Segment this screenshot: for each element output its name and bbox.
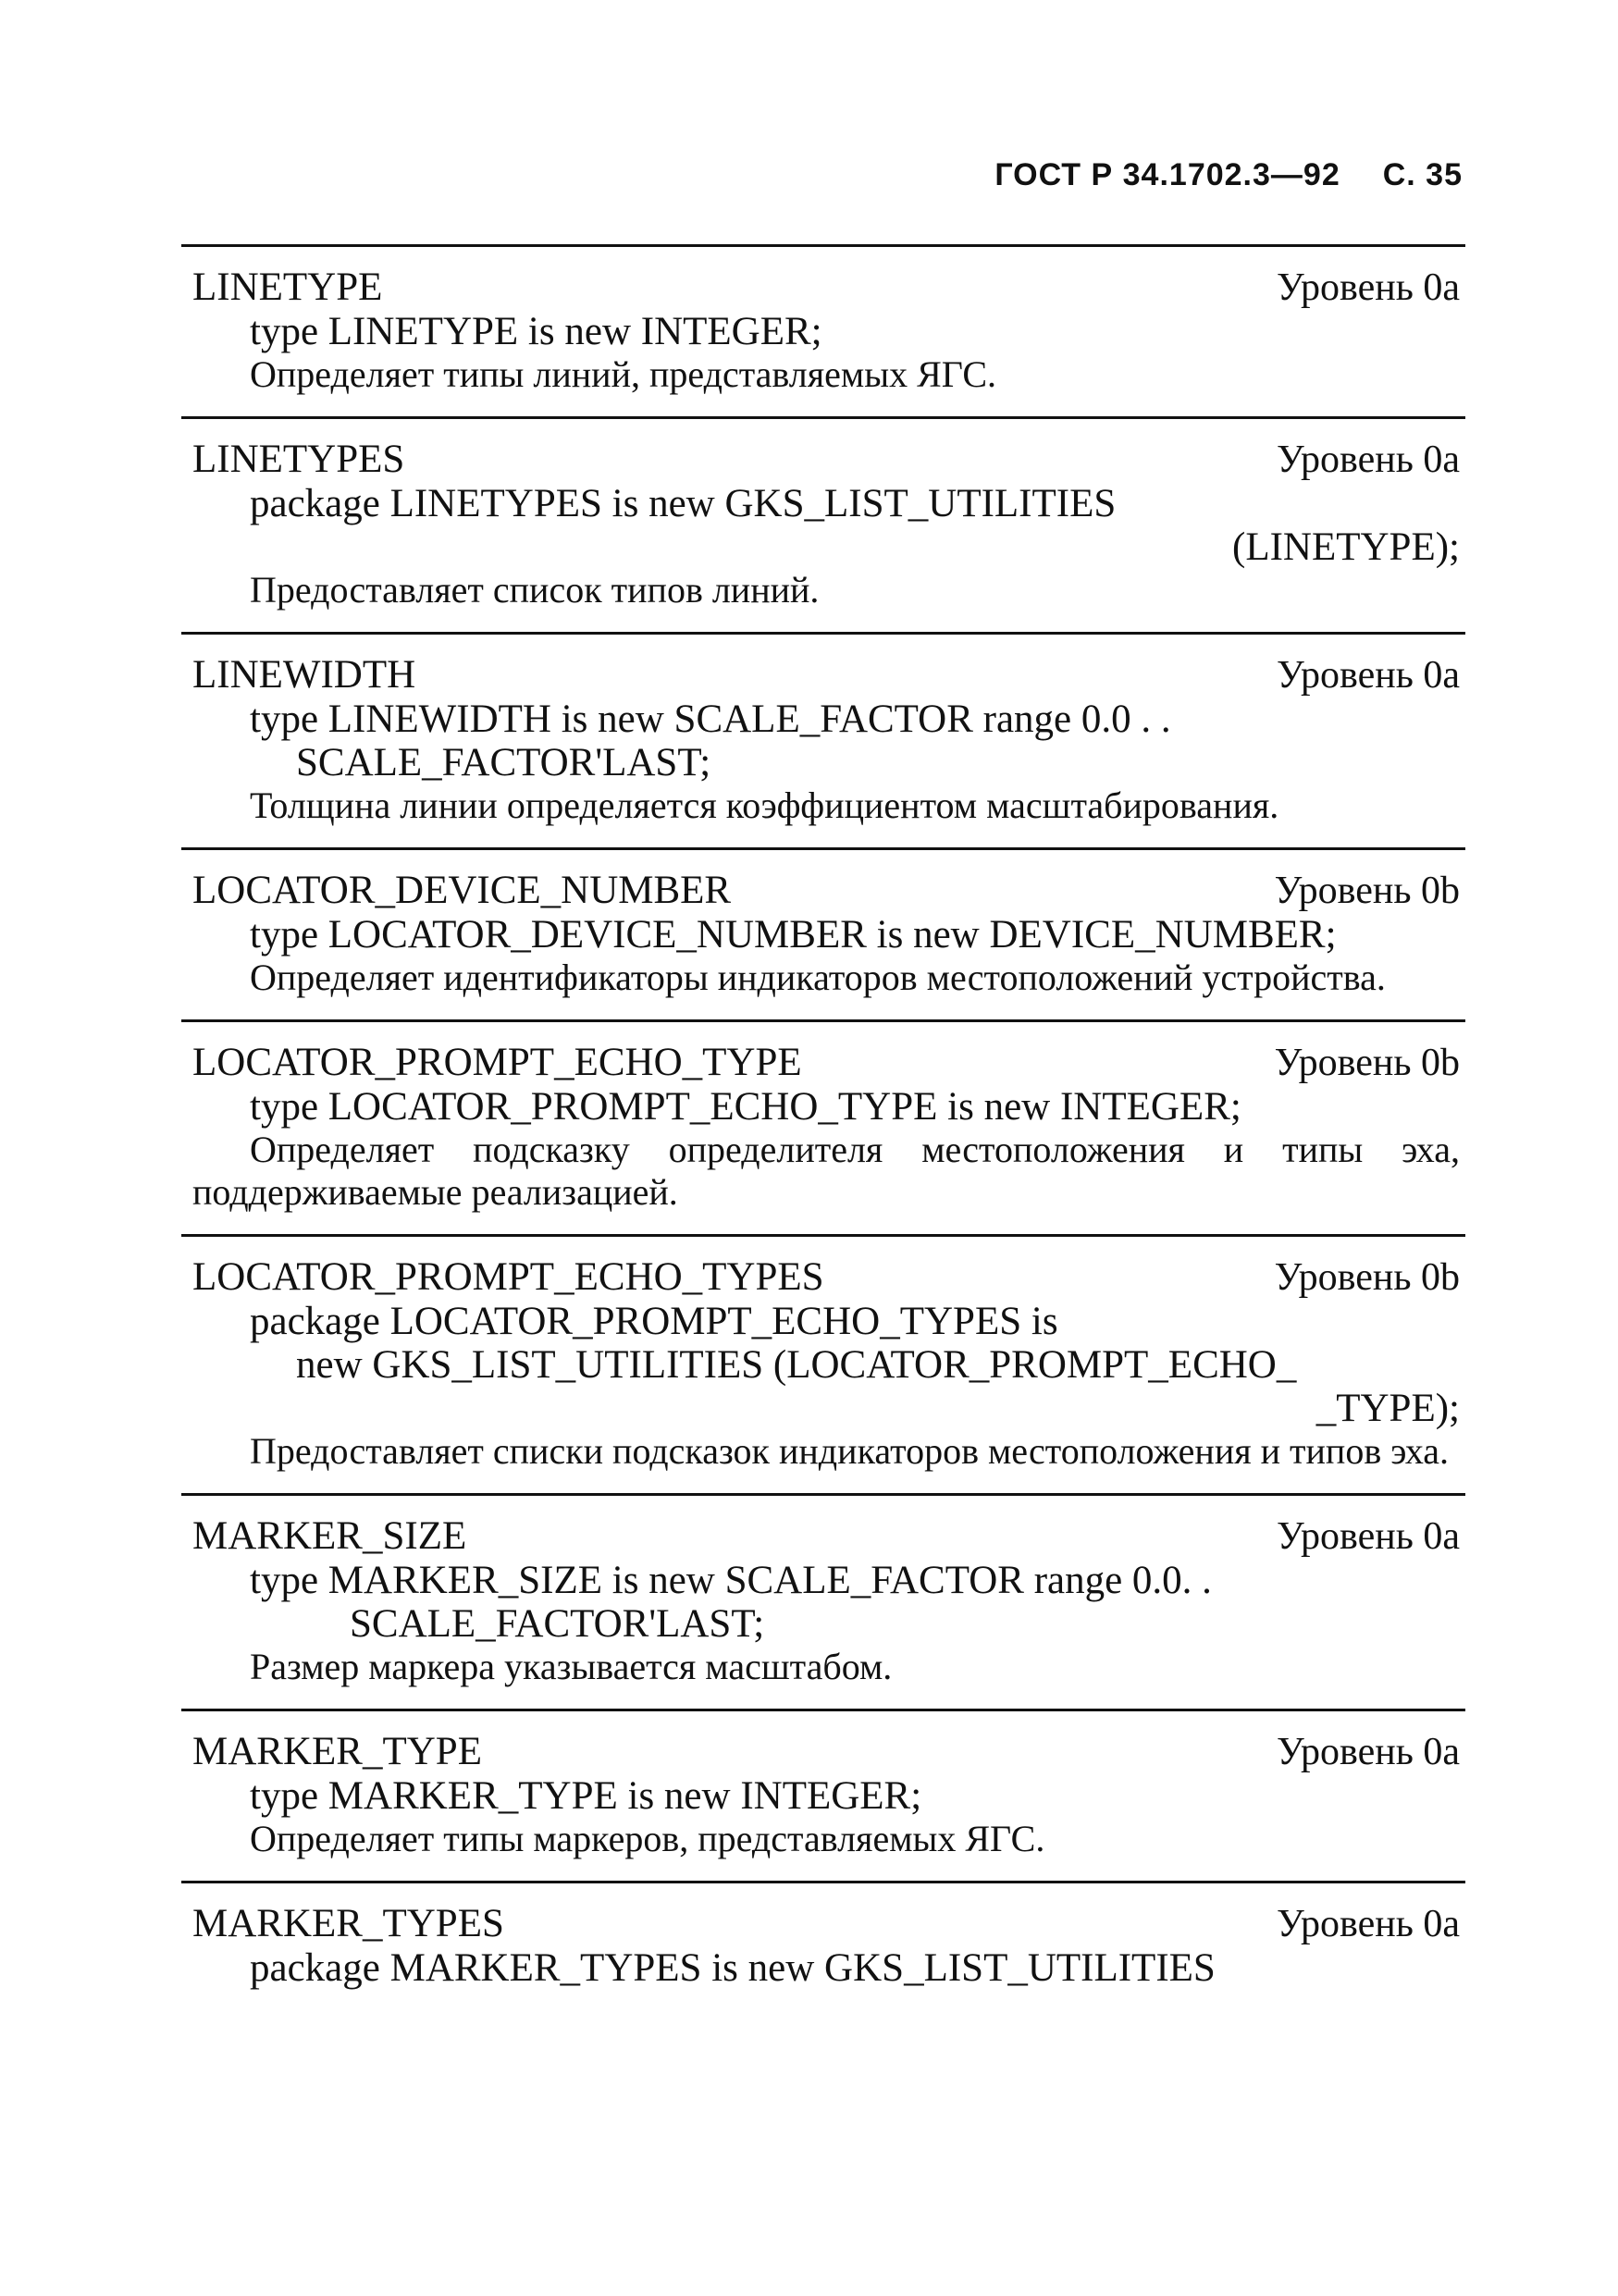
entry-level: Уровень 0a (1276, 654, 1460, 697)
standard-number: ГОСТ Р 34.1702.3—92 (994, 157, 1340, 192)
entry-description: Определяет идентификаторы индикаторов местоположений устройства. (250, 957, 1386, 998)
entry-marker-type (181, 1709, 1465, 1881)
entry-locator-device-number (181, 847, 1465, 1019)
entry-level: Уровень 0b (1274, 1256, 1460, 1299)
entry-code-line: type LOCATOR_PROMPT_ECHO_TYPE is new INTEGER; (250, 1085, 1241, 1129)
entry-level: Уровень 0a (1276, 438, 1460, 481)
entry-code-line: SCALE_FACTOR'LAST; (350, 1602, 765, 1646)
entry-description: Предоставляет списки подсказок индикаторов местоположения и типов эха. (250, 1430, 1450, 1472)
entry-code-line: type MARKER_SIZE is new SCALE_FACTOR range 0.0. . (250, 1559, 1212, 1602)
entry-code-line: type LINEWIDTH is new SCALE_FACTOR range 0.0 . . (250, 697, 1171, 741)
entry-code-line: type LOCATOR_DEVICE_NUMBER is new DEVICE_NUMBER; (250, 913, 1337, 957)
entry-code-line: package MARKER_TYPES is new GKS_LIST_UTILITIES (250, 1946, 1216, 1990)
entry-code-line: _TYPE); (1315, 1387, 1460, 1430)
entry-name: MARKER_TYPES (192, 1902, 504, 1945)
entry-level: Уровень 0a (1276, 1515, 1460, 1558)
entry-name: MARKER_TYPE (192, 1730, 482, 1773)
entry-description: Определяет типы линий, представляемых ЯГС. (250, 353, 997, 395)
entry-code-line: new GKS_LIST_UTILITIES (LOCATOR_PROMPT_ECHO_ (296, 1343, 1297, 1387)
entry-name: LOCATOR_PROMPT_ECHO_TYPES (192, 1255, 824, 1299)
entry-description: Размер маркера указывается масштабом. (250, 1646, 893, 1687)
entry-linetypes (181, 416, 1465, 632)
entry-code-line: package LOCATOR_PROMPT_ECHO_TYPES is (250, 1300, 1058, 1343)
entry-description: Предоставляет список типов линий. (250, 569, 820, 611)
entry-level: Уровень 0b (1274, 1042, 1460, 1084)
entry-locator-prompt-echo-types (181, 1234, 1465, 1493)
entry-level: Уровень 0b (1274, 870, 1460, 912)
entry-linewidth (181, 632, 1465, 847)
entry-description: Определяет подсказку определителя местоположения и типы эха, поддерживаемые реализацией. (192, 1129, 1460, 1213)
entry-marker-size (181, 1493, 1465, 1709)
entry-name: MARKER_SIZE (192, 1514, 467, 1558)
entry-locator-prompt-echo-type (181, 1019, 1465, 1234)
entry-code-line: type MARKER_TYPE is new INTEGER; (250, 1774, 922, 1818)
entry-description: Толщина линии определяется коэффициентом масштабирования. (250, 784, 1279, 826)
entry-list (181, 244, 1465, 2010)
entry-marker-types (181, 1881, 1465, 2010)
entry-name: LINEWIDTH (192, 653, 416, 697)
entry-code-line: type LINETYPE is new INTEGER; (250, 310, 822, 353)
entry-name: LINETYPES (192, 438, 405, 481)
entry-name: LOCATOR_DEVICE_NUMBER (192, 869, 732, 912)
entry-level: Уровень 0a (1276, 1903, 1460, 1945)
entry-code-line: package LINETYPES is new GKS_LIST_UTILITIES (250, 482, 1117, 525)
entry-name: LOCATOR_PROMPT_ECHO_TYPE (192, 1041, 802, 1084)
entry-description: Определяет типы маркеров, представляемых ЯГС. (250, 1818, 1045, 1859)
entry-code-line: (LINETYPE); (1232, 525, 1460, 569)
entry-level: Уровень 0a (1276, 266, 1460, 309)
page-header (994, 157, 1463, 193)
entry-linetype (181, 244, 1465, 416)
page-number: С. 35 (1382, 157, 1463, 192)
entry-code-line: SCALE_FACTOR'LAST; (296, 741, 711, 784)
entry-name: LINETYPE (192, 265, 383, 309)
entry-level: Уровень 0a (1276, 1731, 1460, 1773)
